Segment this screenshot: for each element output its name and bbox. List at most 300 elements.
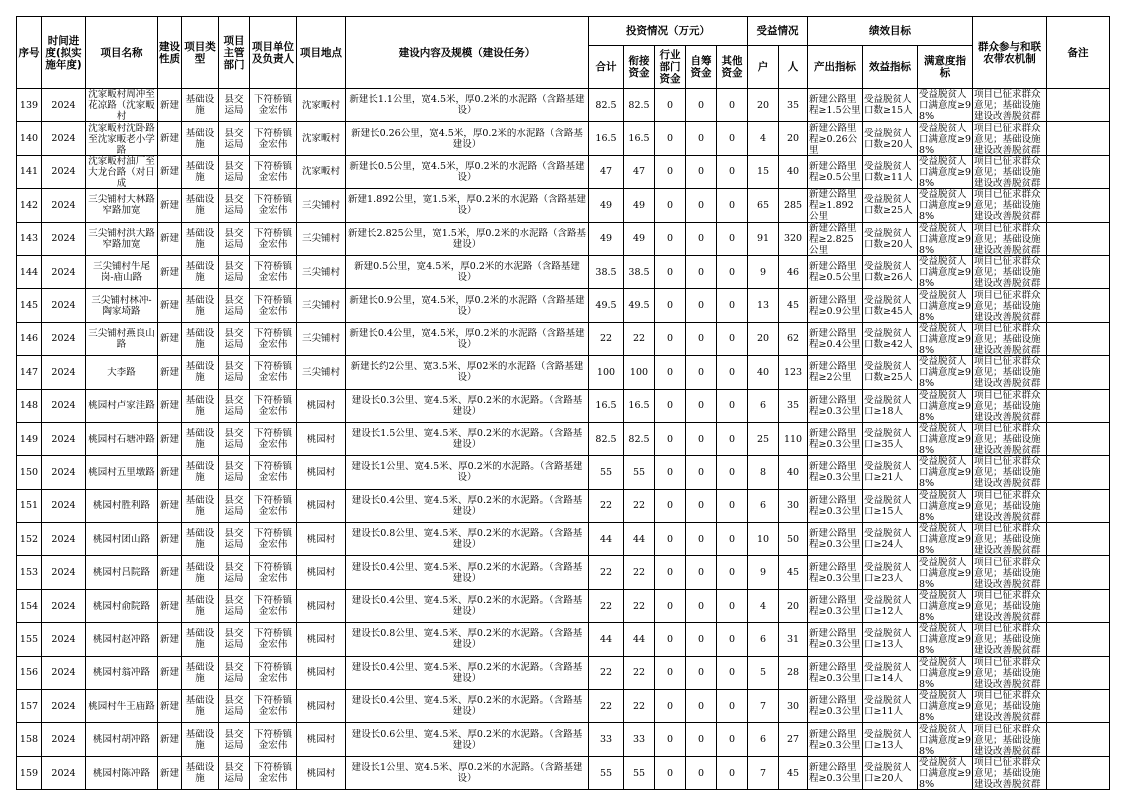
cell-inv-industry-text: 0	[666, 99, 674, 111]
cell-satisfaction	[918, 122, 973, 155]
cell-inv-industry-text: 0	[666, 300, 674, 312]
cell-inv-self	[686, 489, 717, 522]
cell-persons	[779, 155, 808, 188]
cell-name-text: 大李路	[107, 366, 136, 378]
cell-effect	[863, 422, 918, 455]
cell-content	[346, 222, 589, 255]
cell-satisfaction	[918, 289, 973, 322]
cell-remark	[1047, 656, 1110, 689]
cell-effect	[863, 556, 918, 589]
cell-mechanism	[973, 656, 1047, 689]
cell-mechanism-text: 项目已征求群众意见；基础设施建设改善脱贫群	[974, 423, 1041, 456]
cell-unit	[250, 89, 297, 122]
cell-effect	[863, 523, 918, 556]
cell-location	[297, 289, 346, 322]
cell-persons-text: 45	[787, 300, 800, 312]
cell-name-text: 三尖铺村燕良山路	[88, 327, 155, 350]
cell-inv-industry	[655, 255, 686, 288]
cell-seq	[17, 422, 42, 455]
cell-inv-self-text: 0	[697, 133, 705, 145]
cell-year	[42, 89, 86, 122]
cell-inv-self	[686, 122, 717, 155]
cell-name-text: 桃园村团山路	[92, 533, 150, 545]
cell-inv-other	[717, 756, 748, 789]
cell-name-text: 桃园村石塘冲路	[88, 433, 155, 445]
cell-persons-text: 20	[787, 600, 800, 612]
cell-name	[86, 389, 158, 422]
cell-persons	[779, 189, 808, 222]
cell-remark	[1047, 623, 1110, 656]
cell-dept	[219, 489, 250, 522]
cell-seq	[17, 456, 42, 489]
cell-inv-other	[717, 690, 748, 723]
cell-unit-text: 下符桥镇金宏伟	[253, 661, 292, 684]
cell-year-text: 2024	[51, 567, 76, 579]
cell-year-text: 2024	[51, 99, 76, 111]
cell-unit	[250, 690, 297, 723]
cell-output	[808, 356, 863, 389]
cell-content-text: 新建长0.4公里，宽4.5米，厚0.2米的水泥路（含路基建设）	[349, 327, 585, 350]
cell-inv-linked-text: 44	[632, 533, 646, 545]
cell-type-text: 基础设施	[185, 261, 215, 284]
header-location: 项目地点	[297, 17, 346, 89]
cell-name-text: 三尖铺村大林路窄路加宽	[88, 194, 155, 217]
cell-year	[42, 723, 86, 756]
cell-year-text: 2024	[51, 433, 76, 445]
cell-type	[182, 556, 219, 589]
cell-persons	[779, 322, 808, 355]
cell-inv-self-text: 0	[697, 500, 705, 512]
cell-nature	[158, 255, 182, 288]
header-mechanism: 群众参与和联农带农机制	[973, 17, 1047, 89]
cell-name-text: 三尖铺村牛尾岗-庙山路	[92, 261, 150, 284]
cell-location-text: 三尖铺村	[301, 366, 340, 378]
cell-unit-text: 下符桥镇金宏伟	[253, 261, 292, 284]
cell-type	[182, 489, 219, 522]
cell-location	[297, 523, 346, 556]
cell-year	[42, 756, 86, 789]
cell-inv-industry	[655, 690, 686, 723]
cell-year	[42, 422, 86, 455]
cell-type-text: 基础设施	[185, 361, 215, 384]
table-row	[17, 222, 1110, 255]
cell-output-text: 新建公路里程≥0.3公里	[809, 494, 861, 517]
cell-dept	[219, 222, 250, 255]
cell-persons-text: 46	[787, 266, 800, 278]
cell-year-text: 2024	[51, 400, 76, 412]
cell-output	[808, 422, 863, 455]
cell-inv-industry-text: 0	[666, 734, 674, 746]
cell-persons-text: 45	[787, 567, 800, 579]
table-row	[17, 489, 1110, 522]
cell-effect-text: 受益脱贫人口数≥11人	[864, 160, 913, 183]
cell-seq-text: 147	[19, 366, 39, 378]
cell-effect	[863, 89, 918, 122]
table-row	[17, 189, 1110, 222]
cell-unit	[250, 489, 297, 522]
cell-remark	[1047, 122, 1110, 155]
cell-seq	[17, 656, 42, 689]
cell-mechanism	[973, 289, 1047, 322]
cell-name	[86, 322, 158, 355]
cell-name	[86, 89, 158, 122]
cell-inv-industry-text: 0	[666, 133, 674, 145]
cell-inv-other	[717, 723, 748, 756]
cell-seq-text: 146	[19, 333, 39, 345]
header-inv-linked: 衔接资金	[624, 46, 655, 89]
cell-output-text: 新建公路里程≥1.892公里	[809, 189, 857, 222]
cell-location-text: 沈家畈村	[301, 166, 340, 178]
cell-households	[748, 155, 779, 188]
cell-inv-linked	[624, 589, 655, 622]
cell-unit-text: 下符桥镇金宏伟	[253, 394, 292, 417]
cell-inv-other-text: 0	[729, 133, 736, 145]
cell-year	[42, 322, 86, 355]
table-row	[17, 523, 1110, 556]
cell-mechanism	[973, 422, 1047, 455]
cell-content	[346, 122, 589, 155]
cell-inv-self-text: 0	[697, 366, 705, 378]
cell-remark	[1047, 189, 1110, 222]
cell-name	[86, 556, 158, 589]
cell-output	[808, 556, 863, 589]
cell-output	[808, 690, 863, 723]
cell-persons-text: 27	[787, 734, 800, 746]
cell-year-text: 2024	[51, 166, 76, 178]
cell-mechanism	[973, 322, 1047, 355]
cell-name-text: 桃园村俞院路	[92, 600, 150, 612]
cell-inv-industry	[655, 122, 686, 155]
cell-effect-text: 受益脱贫人口≥12人	[864, 595, 912, 618]
cell-inv-other-text: 0	[729, 266, 736, 278]
cell-unit-text: 下符桥镇金宏伟	[253, 160, 292, 183]
cell-nature	[158, 289, 182, 322]
cell-persons-text: 45	[787, 767, 800, 779]
cell-name	[86, 155, 158, 188]
cell-seq-text: 148	[19, 400, 39, 412]
cell-remark	[1047, 556, 1110, 589]
cell-mechanism-text: 项目已征求群众意见；基础设施建设改善脱贫群	[974, 757, 1041, 789]
cell-mechanism-text: 项目已征求群众意见；基础设施建设改善脱贫群	[974, 556, 1041, 589]
cell-satisfaction	[918, 623, 973, 656]
cell-name	[86, 623, 158, 656]
cell-location-text: 三尖铺村	[301, 199, 340, 211]
cell-mechanism	[973, 356, 1047, 389]
cell-inv-linked-text: 49	[632, 199, 646, 211]
cell-dept-text: 县交运局	[224, 494, 244, 517]
cell-inv-linked	[624, 322, 655, 355]
cell-location	[297, 756, 346, 789]
cell-inv-linked	[624, 89, 655, 122]
cell-year	[42, 523, 86, 556]
cell-dept-text: 县交运局	[224, 762, 244, 784]
cell-unit	[250, 189, 297, 222]
cell-remark	[1047, 155, 1110, 188]
cell-remark	[1047, 589, 1110, 622]
cell-inv-linked-text: 22	[632, 600, 646, 612]
cell-effect	[863, 289, 918, 322]
cell-households-text: 9	[760, 567, 767, 579]
cell-households	[748, 255, 779, 288]
cell-unit-text: 下符桥镇金宏伟	[253, 194, 292, 217]
cell-inv-linked-text: 38.5	[628, 266, 650, 278]
cell-households	[748, 89, 779, 122]
cell-dept	[219, 356, 250, 389]
cell-unit	[250, 623, 297, 656]
cell-name	[86, 222, 158, 255]
cell-year	[42, 189, 86, 222]
cell-content-text: 新建长2.825公里，宽1.5米，厚0.2米的水泥路（含路基建设）	[348, 227, 586, 250]
cell-content	[346, 456, 589, 489]
cell-remark	[1047, 255, 1110, 288]
cell-inv-self	[686, 222, 717, 255]
cell-nature-text: 新建	[159, 266, 179, 278]
cell-dept	[219, 289, 250, 322]
cell-output	[808, 155, 863, 188]
cell-inv-total-text: 22	[599, 567, 613, 579]
cell-nature	[158, 422, 182, 455]
cell-satisfaction	[918, 489, 973, 522]
cell-unit	[250, 422, 297, 455]
cell-inv-total	[589, 756, 624, 789]
cell-inv-self-text: 0	[697, 166, 705, 178]
cell-inv-other-text: 0	[729, 633, 736, 645]
cell-nature-text: 新建	[159, 300, 179, 312]
cell-satisfaction-text: 受益脱贫人口满意度≥98%	[919, 222, 972, 255]
cell-inv-other	[717, 189, 748, 222]
cell-inv-industry	[655, 155, 686, 188]
cell-inv-industry-text: 0	[666, 533, 674, 545]
cell-mechanism	[973, 122, 1047, 155]
cell-inv-self-text: 0	[697, 667, 705, 679]
cell-year-text: 2024	[51, 734, 76, 746]
cell-location-text: 桃园村	[306, 734, 336, 746]
cell-dept	[219, 556, 250, 589]
cell-inv-total	[589, 456, 624, 489]
cell-seq	[17, 289, 42, 322]
header-inv-total: 合计	[589, 46, 624, 89]
cell-type	[182, 723, 219, 756]
cell-inv-total-text: 22	[599, 333, 613, 345]
cell-persons	[779, 623, 808, 656]
cell-effect-text: 受益脱贫人口数≥26人	[864, 261, 913, 284]
cell-inv-other-text: 0	[729, 667, 736, 679]
cell-inv-total	[589, 723, 624, 756]
cell-households	[748, 322, 779, 355]
cell-effect-text: 受益脱贫人口数≥15人	[864, 94, 913, 117]
cell-content-text: 建设长1公里、宽4.5米、厚0.2米的水泥路。（含路基建设）	[351, 762, 583, 784]
cell-inv-industry	[655, 189, 686, 222]
cell-unit	[250, 756, 297, 789]
cell-inv-linked-text: 82.5	[628, 99, 650, 111]
cell-dept-text: 县交运局	[224, 561, 244, 584]
cell-type	[182, 589, 219, 622]
cell-inv-linked	[624, 556, 655, 589]
cell-content-text: 新建长0.5公里，宽4.5米，厚0.2米的水泥路（含路基建设）	[349, 160, 585, 183]
cell-dept	[219, 89, 250, 122]
cell-content-text: 建设长0.8公里、宽4.5米、厚0.2米的水泥路。（含路基建设）	[351, 528, 583, 551]
cell-year-text: 2024	[51, 633, 76, 645]
cell-dept-text: 县交运局	[224, 94, 244, 117]
cell-satisfaction	[918, 89, 973, 122]
cell-year-text: 2024	[51, 233, 76, 245]
cell-type	[182, 255, 219, 288]
cell-effect	[863, 690, 918, 723]
cell-persons-text: 35	[787, 99, 800, 111]
cell-satisfaction	[918, 589, 973, 622]
cell-output	[808, 489, 863, 522]
cell-persons-text: 62	[787, 333, 800, 345]
cell-output-text: 新建公路里程≥1.5公里	[809, 94, 861, 117]
cell-effect	[863, 389, 918, 422]
cell-location	[297, 690, 346, 723]
cell-inv-linked-text: 100	[629, 366, 649, 378]
cell-inv-industry-text: 0	[666, 667, 674, 679]
cell-dept-text: 县交运局	[224, 127, 244, 150]
cell-inv-industry-text: 0	[666, 366, 674, 378]
cell-remark	[1047, 723, 1110, 756]
project-table	[16, 16, 1110, 790]
cell-content	[346, 690, 589, 723]
cell-dept	[219, 756, 250, 789]
cell-unit-text: 下符桥镇金宏伟	[253, 94, 292, 117]
cell-year	[42, 255, 86, 288]
cell-satisfaction-text: 受益脱贫人口满意度≥98%	[919, 256, 972, 289]
cell-year	[42, 489, 86, 522]
cell-persons-text: 50	[787, 533, 800, 545]
cell-location	[297, 623, 346, 656]
cell-inv-linked	[624, 623, 655, 656]
cell-seq-text: 154	[19, 600, 39, 612]
cell-nature	[158, 89, 182, 122]
cell-inv-other	[717, 222, 748, 255]
cell-households	[748, 556, 779, 589]
cell-output-text: 新建公路里程≥2.825公里	[809, 222, 857, 255]
cell-dept-text: 县交运局	[224, 327, 244, 350]
cell-inv-industry-text: 0	[666, 266, 674, 278]
cell-effect	[863, 489, 918, 522]
header-effect: 效益指标	[863, 46, 918, 89]
cell-nature-text: 新建	[159, 333, 179, 345]
cell-inv-other-text: 0	[729, 533, 736, 545]
cell-inv-linked-text: 49.5	[628, 300, 650, 312]
cell-location-text: 桃园村	[306, 700, 336, 712]
cell-type-text: 基础设施	[185, 428, 215, 451]
cell-inv-total	[589, 422, 624, 455]
cell-content	[346, 523, 589, 556]
cell-inv-self	[686, 289, 717, 322]
cell-name-text: 三尖铺村林冲-陶家埼路	[91, 294, 152, 317]
cell-type-text: 基础设施	[185, 628, 215, 651]
cell-effect-text: 受益脱贫人口≥20人	[864, 762, 912, 784]
cell-nature-text: 新建	[159, 600, 179, 612]
cell-inv-total	[589, 589, 624, 622]
cell-persons	[779, 255, 808, 288]
cell-satisfaction-text: 受益脱贫人口满意度≥98%	[919, 757, 972, 789]
cell-content	[346, 155, 589, 188]
cell-unit-text: 下符桥镇金宏伟	[253, 428, 292, 451]
cell-inv-other	[717, 255, 748, 288]
cell-unit-text: 下符桥镇金宏伟	[253, 227, 292, 250]
cell-mechanism	[973, 623, 1047, 656]
cell-output	[808, 656, 863, 689]
cell-inv-industry	[655, 456, 686, 489]
cell-inv-industry-text: 0	[666, 166, 674, 178]
cell-year	[42, 356, 86, 389]
cell-mechanism-text: 项目已征求群众意见；基础设施建设改善脱贫群	[974, 690, 1041, 723]
cell-inv-total	[589, 155, 624, 188]
cell-inv-other	[717, 523, 748, 556]
cell-households-text: 4	[760, 600, 767, 612]
cell-year	[42, 222, 86, 255]
cell-persons-text: 40	[787, 466, 800, 478]
cell-households	[748, 456, 779, 489]
cell-unit-text: 下符桥镇金宏伟	[253, 728, 292, 751]
cell-content	[346, 255, 589, 288]
cell-mechanism	[973, 189, 1047, 222]
cell-nature	[158, 690, 182, 723]
cell-seq	[17, 222, 42, 255]
cell-inv-self	[686, 389, 717, 422]
cell-households-text: 91	[757, 233, 770, 245]
cell-inv-total-text: 33	[599, 734, 613, 746]
table-row	[17, 623, 1110, 656]
cell-households-text: 8	[760, 466, 767, 478]
cell-content-text: 建设长0.3公里、宽4.5米、厚0.2米的水泥路。（含路基建设）	[351, 394, 583, 417]
cell-type-text: 基础设施	[185, 227, 215, 250]
cell-nature-text: 新建	[159, 133, 179, 145]
cell-unit-text: 下符桥镇金宏伟	[253, 561, 292, 584]
cell-inv-industry	[655, 656, 686, 689]
cell-persons	[779, 690, 808, 723]
cell-dept-text: 县交运局	[224, 394, 244, 417]
cell-location-text: 桃园村	[306, 567, 336, 579]
cell-inv-industry	[655, 556, 686, 589]
cell-persons-text: 28	[787, 667, 800, 679]
cell-inv-total	[589, 556, 624, 589]
cell-name-text: 桃园村胜利路	[92, 500, 150, 512]
cell-content-text: 建设长0.4公里、宽4.5米、厚0.2米的水泥路。（含路基建设）	[351, 494, 583, 517]
cell-inv-total	[589, 322, 624, 355]
cell-mechanism-text: 项目已征求群众意见；基础设施建设改善脱贫群	[974, 489, 1041, 522]
cell-year-text: 2024	[51, 466, 76, 478]
cell-inv-other-text: 0	[729, 99, 736, 111]
cell-satisfaction	[918, 189, 973, 222]
cell-unit-text: 下符桥镇金宏伟	[253, 361, 292, 384]
cell-name	[86, 422, 158, 455]
cell-dept	[219, 122, 250, 155]
cell-satisfaction	[918, 255, 973, 288]
cell-inv-self-text: 0	[697, 199, 705, 211]
cell-location-text: 桃园村	[306, 667, 336, 679]
header-households: 户	[748, 46, 779, 89]
cell-dept-text: 县交运局	[224, 160, 244, 183]
cell-satisfaction-text: 受益脱贫人口满意度≥98%	[919, 523, 972, 556]
cell-mechanism	[973, 222, 1047, 255]
cell-inv-self	[686, 623, 717, 656]
cell-households	[748, 489, 779, 522]
cell-nature-text: 新建	[159, 767, 179, 779]
cell-name	[86, 523, 158, 556]
cell-unit	[250, 322, 297, 355]
cell-inv-other	[717, 489, 748, 522]
cell-effect	[863, 122, 918, 155]
cell-inv-total	[589, 289, 624, 322]
cell-unit	[250, 589, 297, 622]
table-row	[17, 723, 1110, 756]
cell-type-text: 基础设施	[185, 294, 215, 317]
cell-inv-self	[686, 723, 717, 756]
